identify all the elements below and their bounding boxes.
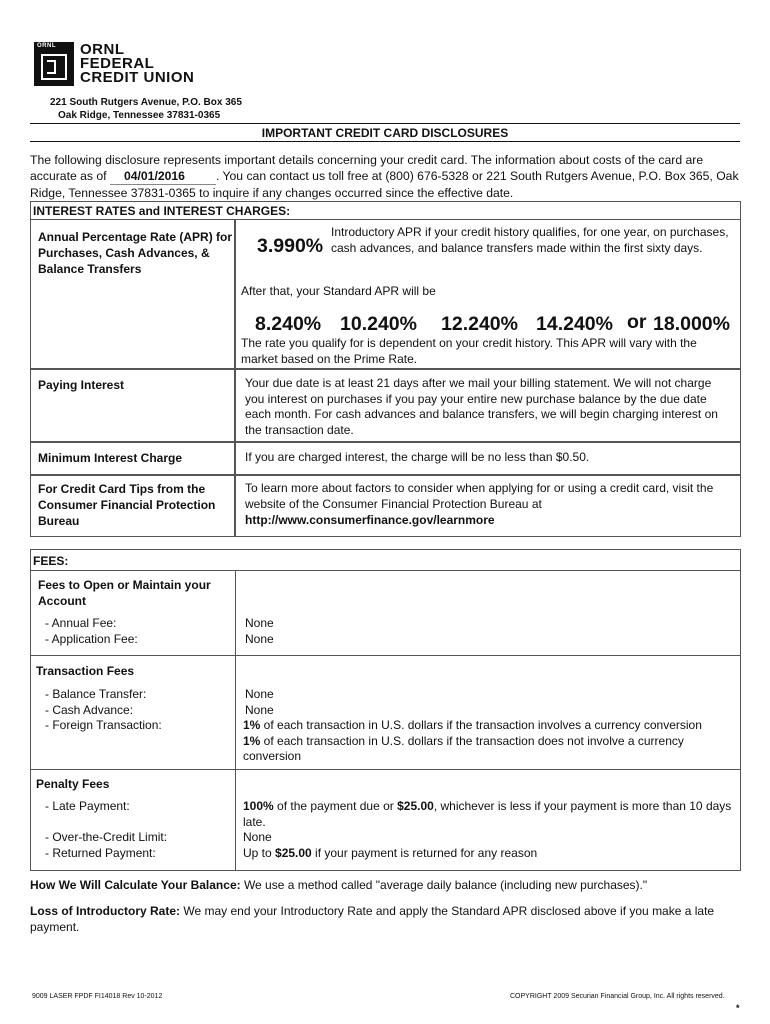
foreign-transaction-label: - Foreign Transaction: xyxy=(45,718,162,732)
divider xyxy=(30,123,740,124)
paying-interest-label: Paying Interest xyxy=(38,378,125,392)
returned-end: if your payment is returned for any reason xyxy=(311,846,538,860)
effective-date-field: 04/01/2016 xyxy=(110,168,216,185)
intro-text-1: The following disclosure represents important details concerning your credit card. The information about costs of the card are accurate as of xyxy=(30,153,704,183)
penalty-fees-label: Penalty Fees xyxy=(36,777,110,791)
late-pct: 100% xyxy=(243,799,274,813)
cash-advance-label: - Cash Advance: xyxy=(45,703,134,717)
tips-text: To learn more about factors to consider when applying for or using a credit card, visit the website of the Consumer Financial Protection Bureau at xyxy=(245,481,714,511)
column-divider xyxy=(235,570,236,871)
foreign-line-2 xyxy=(243,734,733,765)
balance-method-paragraph xyxy=(30,878,742,894)
logo-line-3: CREDIT UNION xyxy=(80,69,195,86)
divider xyxy=(30,570,741,571)
returned-amount: $25.00 xyxy=(275,846,312,860)
late-amount: $25.00 xyxy=(397,799,434,813)
late-payment-label: - Late Payment: xyxy=(45,799,130,813)
overlimit-value: None xyxy=(243,830,272,844)
intro-loss-text: We may end your Introductory Rate and apply the Standard APR disclosed above if you make a late payment. xyxy=(30,904,715,934)
form-number: 9009 LASER FPDF FI14018 Rev 10-2012 xyxy=(32,993,163,1000)
tips-label: For Credit Card Tips from the Consumer Financial Protection Bureau xyxy=(38,482,216,528)
copyright: COPYRIGHT 2009 Securian Financial Group, Inc. All rights reserved. xyxy=(510,993,725,1000)
balance-method-label: How We Will Calculate Your Balance: xyxy=(30,878,241,892)
returned-payment-label: - Returned Payment: xyxy=(45,846,156,860)
returned-pre: Up to xyxy=(243,846,276,860)
foreign-text-2: of each transaction in U.S. dollars if the transaction does not involve a currency conversion xyxy=(243,733,684,763)
logo-line-1: ORNL xyxy=(80,41,125,58)
rates-or-word: or xyxy=(627,311,647,333)
foreign-transaction-value xyxy=(243,718,733,765)
cfpb-link[interactable]: http://www.consumerfinance.gov/learnmore xyxy=(245,513,495,527)
fees-section-header: FEES: xyxy=(33,554,69,568)
apr-label: Annual Percentage Rate (APR) for Purchases, Cash Advances, & Balance Transfers xyxy=(38,230,233,276)
intro-apr-rate: 3.990% xyxy=(257,235,324,257)
intro-text-2: . You can contact us toll free at (800) 676-5328 or 221 South Rutgers Avenue, P.O. Box 365, Oak Ridge, Tennessee 37831-0365 to inquire if any changes occurred since the effective date. xyxy=(30,169,739,200)
footer-mark: * xyxy=(736,1003,740,1013)
credit-union-address xyxy=(50,96,242,122)
intro-apr-text: Introductory APR if your credit history qualifies, for one year, on purchases, cash advances, and balance transfers made within the first sixty days. xyxy=(331,225,729,255)
annual-fee-value: None xyxy=(245,616,274,630)
logo-small-text: ORNL xyxy=(37,43,56,49)
foreign-pct-1: 1% xyxy=(243,718,261,732)
divider xyxy=(30,655,741,656)
late-mid: of the payment due or xyxy=(273,799,398,813)
interest-section-header: INTEREST RATES and INTEREST CHARGES: xyxy=(33,204,291,218)
annual-fee-label: - Annual Fee: xyxy=(45,616,117,630)
application-fee-label: - Application Fee: xyxy=(45,632,138,646)
foreign-line-1 xyxy=(243,718,733,734)
cash-advance-value: None xyxy=(245,703,274,717)
address-line-2: Oak Ridge, Tennessee 37831-0365 xyxy=(58,110,221,121)
document-title: IMPORTANT CREDIT CARD DISCLOSURES xyxy=(261,126,509,140)
intro-paragraph xyxy=(30,152,742,201)
intro-loss-paragraph xyxy=(30,904,742,935)
min-interest-label: Minimum Interest Charge xyxy=(38,451,183,465)
returned-payment-value xyxy=(243,846,537,862)
balance-method-text: We use a method called "average daily balance (including new purchases)." xyxy=(240,878,648,892)
after-text: After that, your Standard APR will be xyxy=(241,284,436,298)
foreign-text-1: of each transaction in U.S. dollars if the transaction involves a currency conversion xyxy=(260,718,702,732)
open-fees-label: Fees to Open or Maintain your Account xyxy=(38,578,211,608)
standard-apr-rate-2: 10.240% xyxy=(340,313,417,335)
balance-transfer-value: None xyxy=(245,687,274,701)
logo-line-2: FEDERAL xyxy=(80,55,155,72)
logo-wordmark xyxy=(80,43,194,85)
address-line-1: 221 South Rutgers Avenue, P.O. Box 365 xyxy=(50,97,242,108)
application-fee-value: None xyxy=(245,632,274,646)
late-end: , whichever is less if your payment is more than 10 days late. xyxy=(243,799,732,829)
paying-interest-text: Your due date is at least 21 days after we mail your billing statement. We will not charge you interest on purchases if you pay your entire new purchase balance by the due date each month. For cash advances and balance transfers, we will begin charging interest on the transaction date. xyxy=(245,376,718,437)
transaction-fees-label: Transaction Fees xyxy=(36,664,135,678)
min-interest-text: If you are charged interest, the charge will be no less than $0.50. xyxy=(245,450,590,464)
standard-apr-rate-4: 14.240% xyxy=(536,313,613,335)
late-payment-value xyxy=(243,799,733,830)
overlimit-label: - Over-the-Credit Limit: xyxy=(45,830,168,844)
divider xyxy=(30,769,741,770)
standard-apr-rate-3: 12.240% xyxy=(441,313,518,335)
foreign-pct-2: 1% xyxy=(243,733,261,748)
rate-note: The rate you qualify for is dependent on your credit history. This APR will vary with the market based on the Prime Rate. xyxy=(241,336,697,366)
balance-transfer-label: - Balance Transfer: xyxy=(45,687,147,701)
standard-apr-rate-5: 18.000% xyxy=(653,313,730,335)
divider xyxy=(30,141,740,142)
intro-loss-label: Loss of Introductory Rate: xyxy=(30,904,181,918)
standard-apr-rate-1: 8.240% xyxy=(255,313,322,335)
ornl-logo-mark xyxy=(34,42,74,86)
